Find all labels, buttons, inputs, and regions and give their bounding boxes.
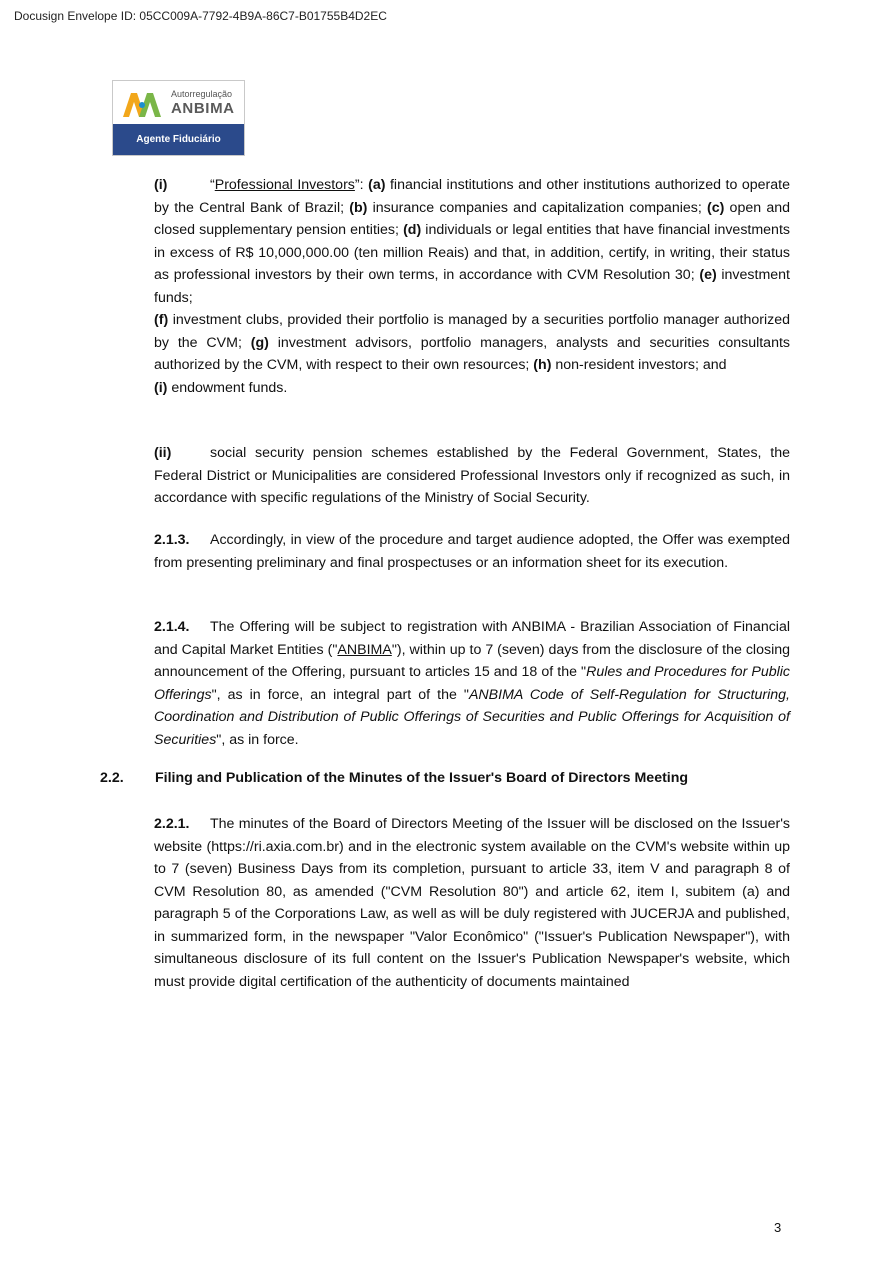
paragraph-i: (i) “Professional Investors”: (a) financial institutions and other institutions authorized to operate by the Central Bank of Brazil; (b) insurance companies and capitalization companies; (c) open and closed supplementary pension entities; (d) individuals or legal entities that have financial investments in excess of R$ 10,000,000.00 (ten million Reais) and that, in addition, certify, in writing, their status as professional investors by their own terms, in accordance with CVM Resolution 30; (e) investment funds; (f) investment clubs, provided their portfolio is managed by a securities portfolio manager authorized by the CVM; (g) investment advisors, portfolio managers, analysts and securities consultants authorized by the CVM, with respect to their own resources; (h) non-resident investors; and (i) endowment funds. xyxy=(154,174,790,399)
section-number: 2.2. xyxy=(100,770,124,786)
clause-2-1-3: 2.1.3. Accordingly, in view of the procedure and target audience adopted, the Offer was exempted from presenting preliminary and final prospectuses or an information sheet for its execution. xyxy=(154,529,790,574)
logo-brand: ANBIMA xyxy=(171,100,235,117)
page-number: 3 xyxy=(774,1220,782,1235)
anbima-logo xyxy=(112,80,245,156)
logo-top xyxy=(113,81,244,126)
paragraph-ii: (ii) social security pension schemes established by the Federal Government, States, the Federal District or Municipalities are considered Professional Investors only if recognized as such, in accordance with specific regulations of the Ministry of Social Security. xyxy=(154,442,790,510)
clause-number: 2.1.3. xyxy=(154,532,190,548)
clause-number: 2.1.4. xyxy=(154,619,190,635)
clause-2-2-1: 2.2.1. The minutes of the Board of Directors Meeting of the Issuer will be disclosed on the Issuer's website (https://ri.axia.com.br) and in the electronic system available on the CVM's website within up to 7 (seven) Business Days from its completion, pursuant to article 33, item V and paragraph 8 of CVM Resolution 80, as amended ("CVM Resolution 80") and article 62, item I, subitem (a) and paragraph 5 of the Corporations Law, as well as will be duly registered with JUCERJA and published, in summarized form, in the newspaper "Valor Econômico" ("Issuer's Publication Newspaper"), with simultaneous disclosure of its full content on the Issuer's Publication Newspaper's website, which must provide digital certification of the authenticity of documents maintained xyxy=(154,813,790,993)
section-heading-2-2 xyxy=(100,770,688,786)
clause-number: 2.2.1. xyxy=(154,816,190,832)
anbima-mark-icon xyxy=(123,89,161,119)
clause-2-1-4: 2.1.4. The Offering will be subject to registration with ANBIMA - Brazilian Association of Financial and Capital Market Entities ("ANBIMA"), within up to 7 (seven) days from the disclosure of the closing announcement of the Offering, pursuant to articles 15 and 18 of the "Rules and Procedures for Public Offerings", as in force, an integral part of the "ANBIMA Code of Self-Regulation for Structuring, Coordination and Distribution of Public Offerings of Securities and Public Offerings for Acquisition of Securities", as in force. xyxy=(154,616,790,751)
logo-band: Agente Fiduciário xyxy=(113,124,244,155)
logo-subtitle: Autorregulação xyxy=(171,89,233,99)
item-marker: (i) xyxy=(154,177,168,193)
anbima-defined-term: ANBIMA xyxy=(337,641,392,658)
section-title: Filing and Publication of the Minutes of the Issuer's Board of Directors Meeting xyxy=(155,770,689,786)
defined-term: Professional Investors xyxy=(214,177,355,193)
item-marker: (ii) xyxy=(154,445,172,461)
docusign-envelope-id: Docusign Envelope ID: 05CC009A-7792-4B9A-86C7-B01755B4D2EC xyxy=(14,9,387,23)
